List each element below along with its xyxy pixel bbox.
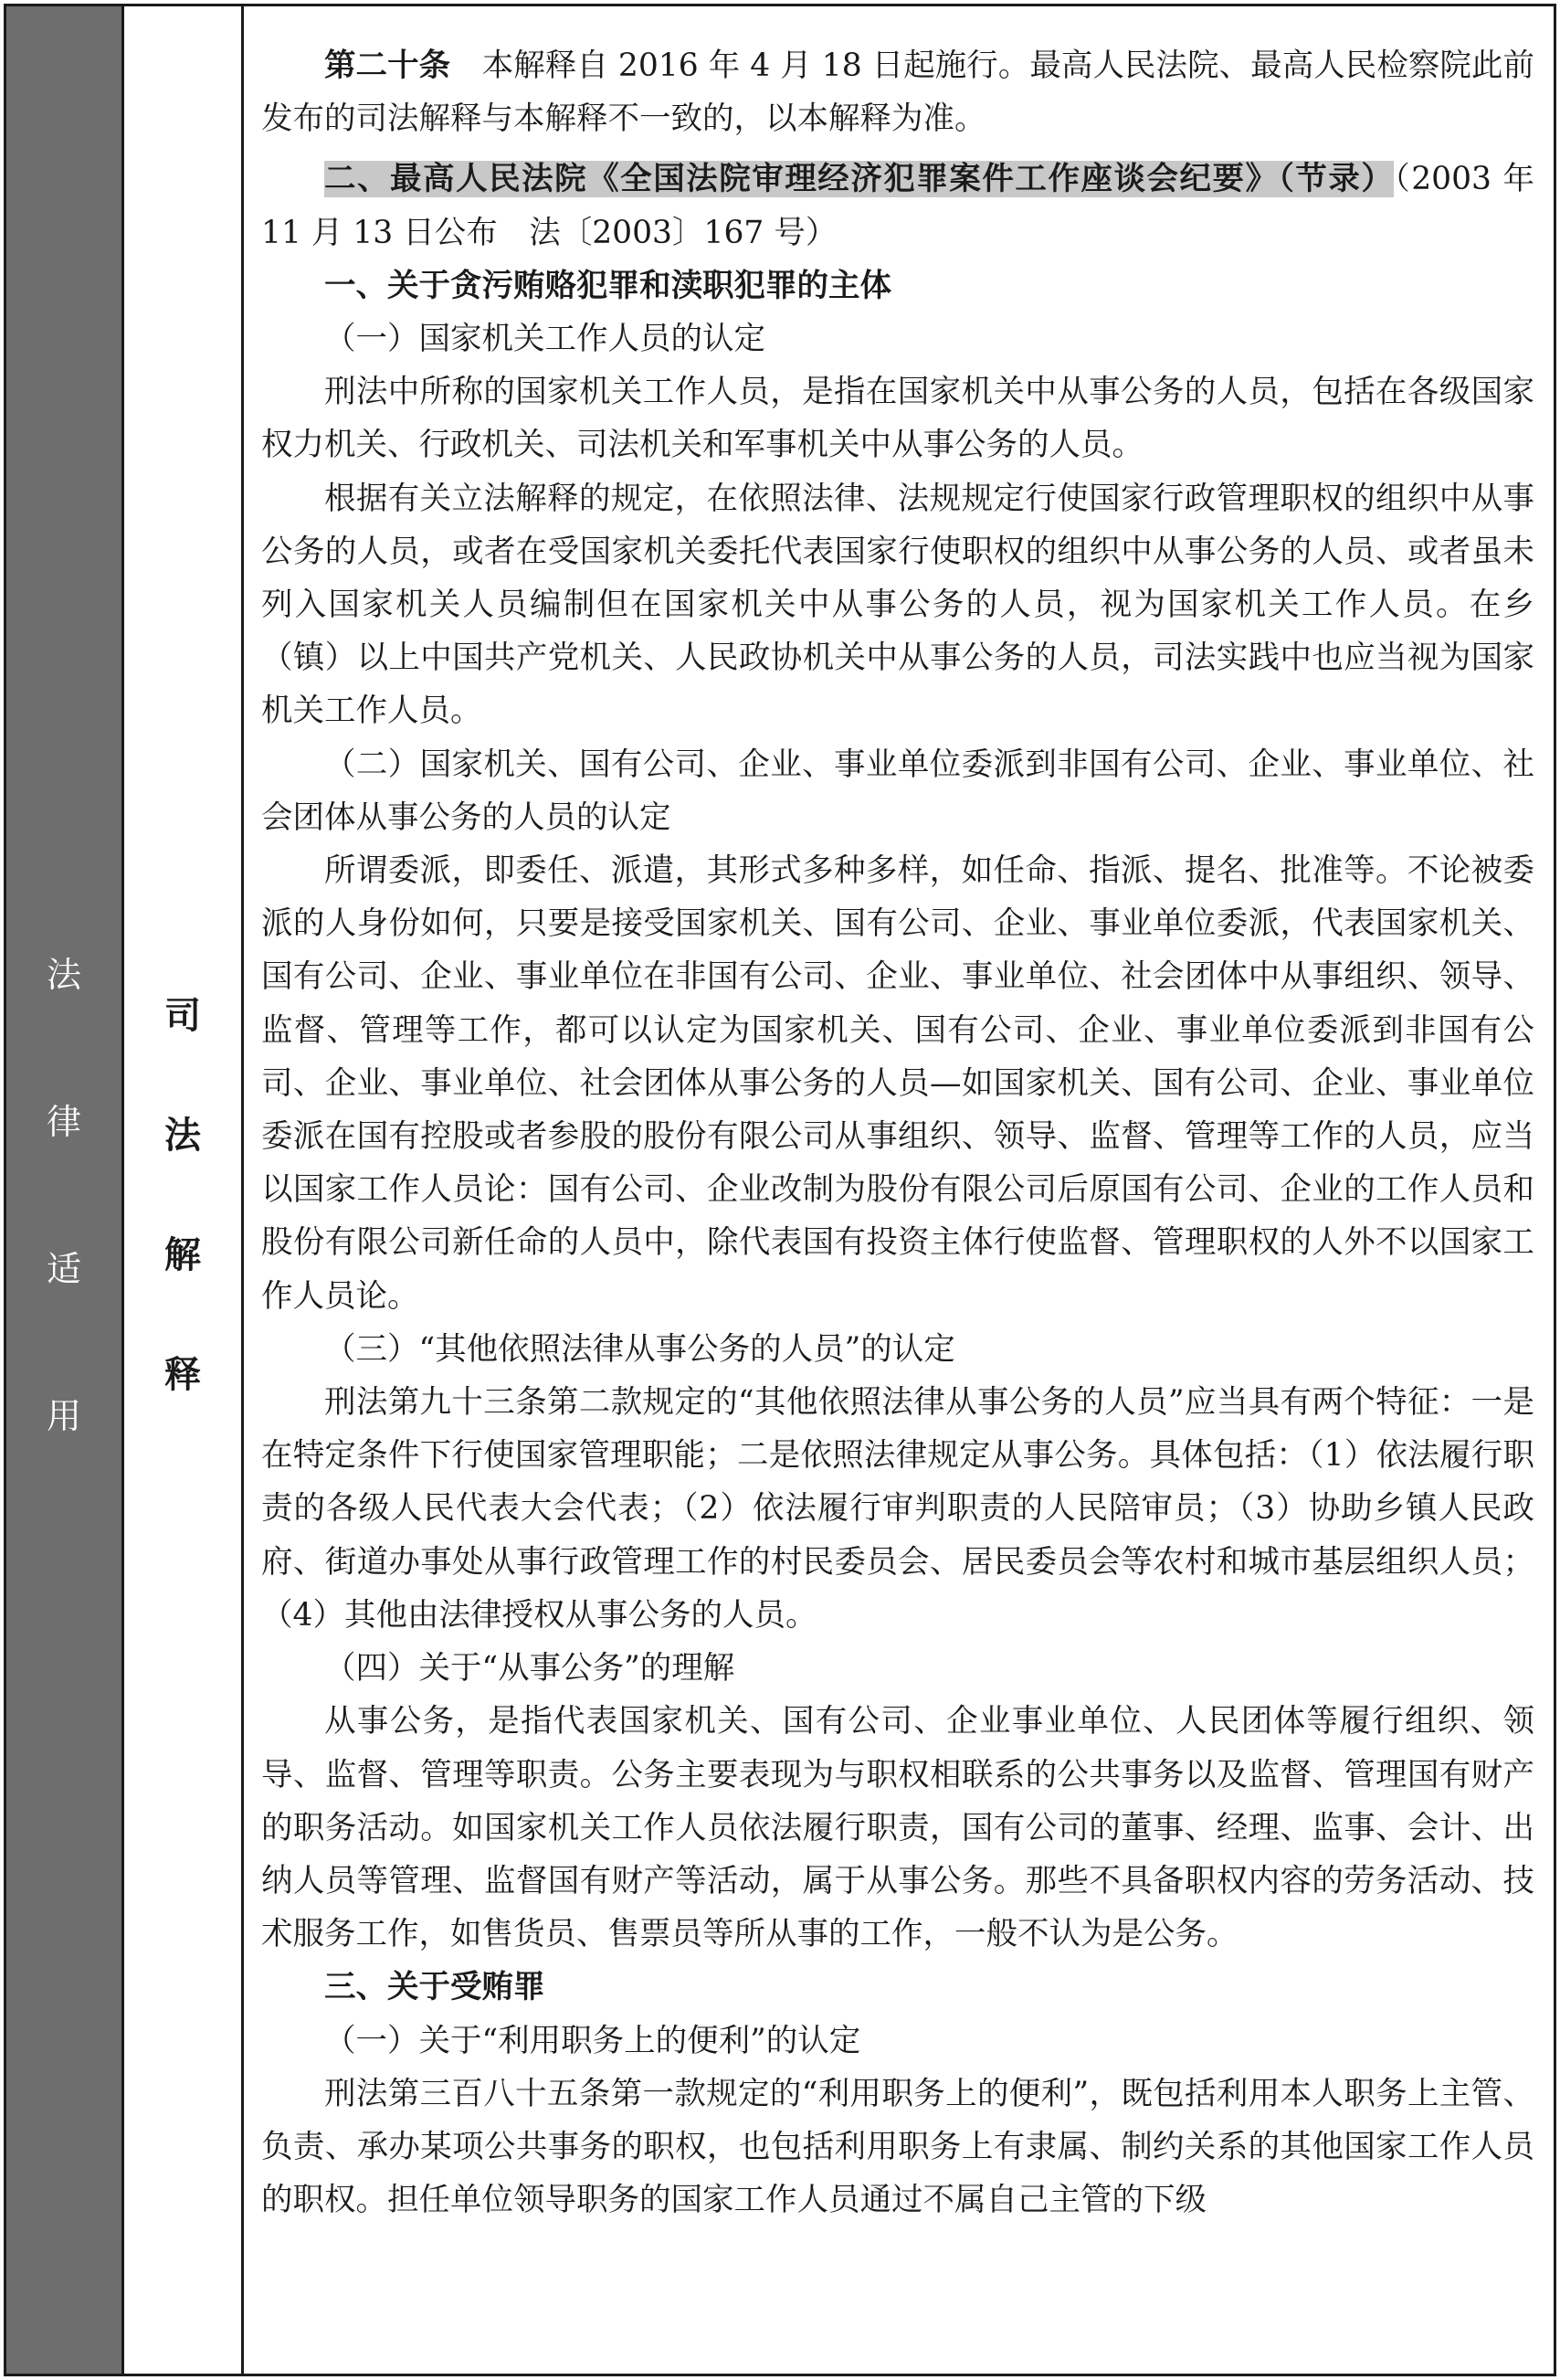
document-body [261, 39, 1534, 2227]
section-heading-1: 一、关于贪污贿赂犯罪和渎职犯罪的主体 [324, 267, 891, 304]
subcategory-char: 法 [164, 1115, 201, 1157]
subsection-heading-5: （一）关于“利用职务上的便利”的认定 [324, 2022, 861, 2059]
paragraph: 根据有关立法解释的规定，在依照法律、法规规定行使国家行政管理职权的组织中从事公务的人员，或者在受国家机关委托代表国家行使职权的组织中从事公务的人员、或者虽未列入国家机关人员编制但在国家机关中从事公务的人员，视为国家机关工作人员。在乡（镇）以上中国共产党机关、人民政协机关中从事公务的人员，司法实践中也应当视为国家机关工作人员。 [261, 480, 1534, 730]
section-heading-3: 三、关于受贿罪 [324, 1969, 545, 2006]
article-text: 本解释自 2016 年 4 月 18 日起施行。最高人民法院、最高人民检察院此前发布的司法解释与本解释不一致的，以本解释为准。 [261, 48, 1534, 138]
subcategory-char: 释 [164, 1354, 201, 1396]
subcategory-char: 司 [164, 995, 201, 1037]
paragraph: 刑法第三百八十五条第一款规定的“利用职务上的便利”，既包括利用本人职务上主管、负责、承办某项公共事务的职权，也包括利用职务上有隶属、制约关系的其他国家工作人员的职权。担任单位领导职务的国家工作人员通过不属自己主管的下级 [261, 2075, 1534, 2219]
subsection-heading-2: （二）国家机关、国有公司、企业、事业单位委派到非国有公司、企业、事业单位、社会团体从事公务的人员的认定 [261, 746, 1534, 836]
article-20-paragraph [261, 39, 1534, 145]
subcategory-label [124, 989, 241, 1467]
category-label [6, 947, 121, 1536]
category-column [6, 6, 124, 2374]
source-title: 二、最高人民法院《全国法院审理经济犯罪案件工作座谈会纪要》（节录） [324, 161, 1395, 198]
paragraph: 从事公务，是指代表国家机关、国有公司、企业事业单位、人民团体等履行组织、领导、监督、管理等职责。公务主要表现为与职权相联系的公共事务以及监督、管理国有财产的职务活动。如国家机关工作人员依法履行职责，国有公司的董事、经理、监事、会计、出纳人员等管理、监督国有财产等活动，属于从事公务。那些不具备职权内容的劳务活动、技术服务工作，如售货员、售票员等所从事的工作，一般不认为是公务。 [261, 1703, 1534, 1953]
subsection-heading-1: （一）国家机关工作人员的认定 [324, 321, 765, 358]
paragraph: 所谓委派，即委任、派遣，其形式多种多样，如任命、指派、提名、批准等。不论被委派的人身份如何，只要是接受国家机关、国有公司、企业、事业单位委派，代表国家机关、国有公司、企业、事业单位在非国有公司、企业、事业单位、社会团体中从事组织、领导、监督、管理等工作，都可以认定为国家机关、国有公司、企业、事业单位委派到非国有公司、企业、事业单位、社会团体从事公务的人员—如国家机关、国有公司、企业、事业单位委派在国有控股或者参股的股份有限公司从事组织、领导、监督、管理等工作的人员，应当以国家工作人员论：国有公司、企业改制为股份有限公司后原国有公司、企业的工作人员和股份有限公司新任命的人员中，除代表国有投资主体行使监督、管理职权的人外不以国家工作人员论。 [261, 852, 1534, 1315]
subsection-heading-4: （四）关于“从事公务”的理解 [324, 1650, 735, 1687]
subcategory-char: 解 [164, 1234, 201, 1276]
category-char: 适 [46, 1249, 81, 1289]
paragraph: 刑法第九十三条第二款规定的“其他依照法律从事公务的人员”应当具有两个特征：一是在特定条件下行使国家管理职能；二是依照法律规定从事公务。具体包括：（1）依法履行职责的各级人民代表大会代表；（2）依法履行审判职责的人民陪审员；（3）协助乡镇人民政府、街道办事处从事行政管理工作的村民委员会、居民委员会等农村和城市基层组织人员；（4）其他由法律授权从事公务的人员。 [261, 1384, 1534, 1634]
article-number: 第二十条 [324, 48, 451, 84]
paragraph: 刑法中所称的国家机关工作人员，是指在国家机关中从事公务的人员，包括在各级国家权力机关、行政机关、司法机关和军事机关中从事公务的人员。 [261, 374, 1534, 464]
source-heading-paragraph [261, 153, 1534, 259]
subcategory-column [124, 6, 244, 2374]
category-char: 法 [46, 955, 81, 995]
source-date: （2003 年 11 月 13 日公布 法〔2003〕167 号） [261, 161, 1534, 251]
category-char: 用 [46, 1396, 81, 1436]
subsection-heading-3: （三）“其他依照法律从事公务的人员”的认定 [324, 1330, 955, 1368]
category-char: 律 [46, 1102, 81, 1142]
